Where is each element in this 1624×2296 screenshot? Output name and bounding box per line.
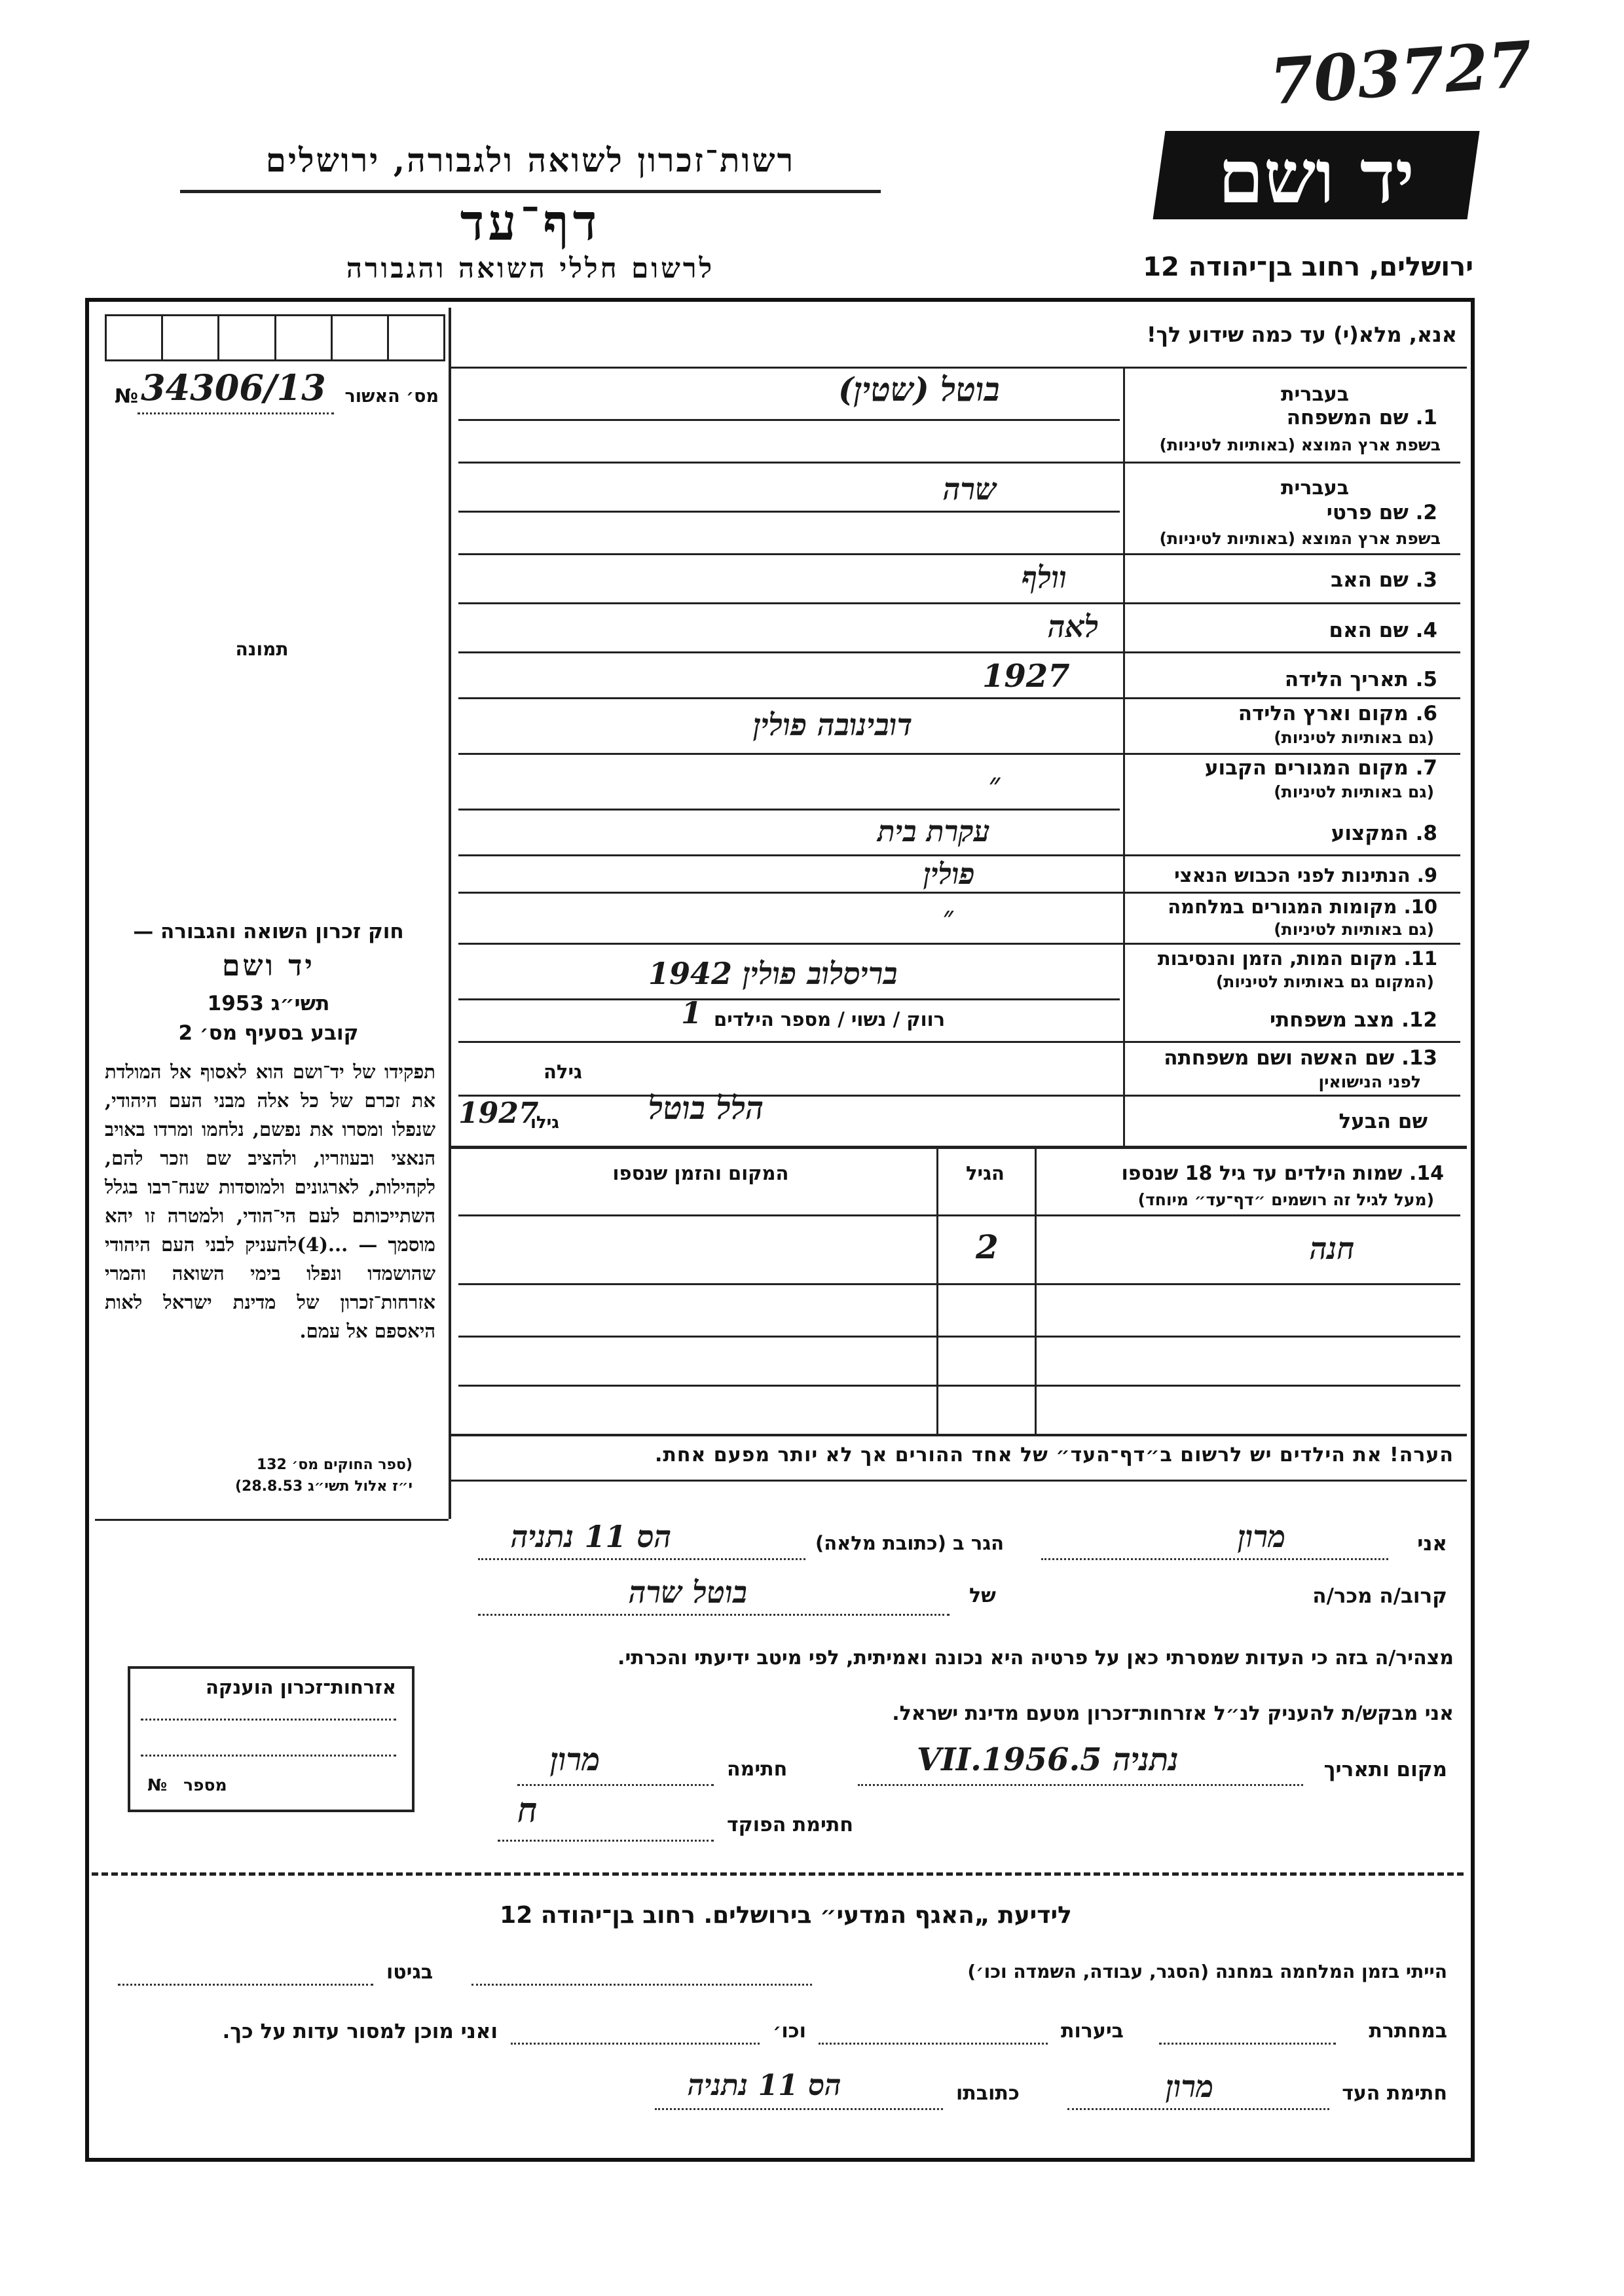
field-6-label xyxy=(1238,702,1437,725)
field-2-value: שרה xyxy=(943,471,997,507)
approval-underline xyxy=(138,412,334,414)
footer-heading: לידיעת „האגף המדעי״ בירושלים. רחוב בן־יהודה 12 xyxy=(500,1902,1072,1929)
field-7-line-a xyxy=(458,809,1120,811)
law-source-1: (ספר החוקים מס׳ 132 xyxy=(256,1457,413,1473)
children-row-1-line xyxy=(458,1283,1460,1285)
field-11-text: מקום המות, הזמן והנסיבות xyxy=(1157,947,1397,970)
declarant-address-line xyxy=(478,1558,805,1560)
note-line xyxy=(449,1480,1467,1482)
footer-line2-d: ואני מוכן למסור עדות על כך. xyxy=(222,2020,498,2043)
field-13-sub: לפני הנישואין xyxy=(1318,1072,1421,1091)
field-3-text: שם האב xyxy=(1331,568,1409,592)
field-3-value: וולף xyxy=(1022,560,1067,595)
field-12-text: מצב משפחתי xyxy=(1269,1008,1395,1032)
footer-line2-fill-b xyxy=(819,2043,1048,2045)
children-header-line xyxy=(458,1214,1460,1216)
authority-title: רשות־זכרון לשואה ולגבורה, ירושלים xyxy=(265,141,796,179)
field-2-line-b xyxy=(458,553,1460,555)
field-13-line xyxy=(458,1095,1460,1097)
footer-line2-c: וכו׳ xyxy=(773,2020,806,2043)
approval-number: 34306/13 xyxy=(141,367,326,409)
field-3-line xyxy=(458,602,1460,604)
field-9-value: פולין xyxy=(923,858,975,891)
field-8-num: 8. xyxy=(1415,822,1437,845)
footer-line2-fill-a xyxy=(1159,2043,1336,2045)
husband-line xyxy=(449,1146,1467,1149)
field-2-line-a xyxy=(458,511,1120,513)
footer-line3-sig-line xyxy=(1067,2108,1329,2110)
law-title: חוק זכרון השואה והגבורה — xyxy=(133,920,404,943)
place-date-value: נתניה 5.VII.1956 xyxy=(917,1741,1179,1778)
law-year: תשי״ג 1953 xyxy=(207,992,330,1015)
field-6-value: דובינובה פולין xyxy=(753,707,913,742)
field-10-label xyxy=(1168,896,1437,918)
field-1-label xyxy=(1287,406,1437,429)
children-row-2-line xyxy=(458,1336,1460,1338)
approval-label: מס׳ האשור xyxy=(344,386,439,407)
declarant-resides-label: הגר ב (כתובת מלאה) xyxy=(815,1532,1005,1554)
field-6-text: מקום וארץ הלידה xyxy=(1238,702,1409,725)
law-source-2: י״ז אלול תשי״ג 28.8.53) xyxy=(234,1478,413,1495)
field-4-text: שם האם xyxy=(1329,619,1409,642)
field-2-label xyxy=(1327,501,1437,524)
field-13-age-label: גילה xyxy=(544,1061,582,1083)
form-subtitle: לרשום חללי השואה והגבורה xyxy=(346,252,715,284)
law-body: תפקידו של יד־ושם הוא לאסוף אל המולדת את זכרם של כל אלה מבני העם היהודי, שנפלו ומסרו את נפשם, נלחמו ומרדו באויב הנאצי ובעוזריו, ולהציב שם וזכר להם, לקהילות, לארגונים ולמוסדות שנח־רבו בגלל השתייכותם לעם הי־הודי, ולמטרה זו יהא מוסמך — ...(4)להעניק לבני העם היהודי שהושמדו ונפלו בימי השואה והמרי אזרחות־זכרון של מדינת ישראל לאות היאספם אל עמם. xyxy=(105,1061,435,1342)
footer-line3-address-line xyxy=(655,2108,943,2110)
footer-line3-address: הס 11 נתניה xyxy=(688,2069,841,2102)
field-2-text: שם פרטי xyxy=(1326,501,1409,524)
citizenship-line-1 xyxy=(141,1719,396,1721)
field-12-children: 1 xyxy=(681,995,703,1030)
children-col-age: הגיל xyxy=(966,1162,1005,1184)
field-1-text: שם המשפחה xyxy=(1286,406,1409,429)
approval-prefix: № xyxy=(115,385,139,408)
footer-line1-tail xyxy=(118,1984,373,1986)
field-11-line-b xyxy=(458,1041,1460,1043)
field-8-text: המקצוע xyxy=(1331,822,1409,845)
field-10-num: 10. xyxy=(1403,896,1437,918)
archive-number: 703727 xyxy=(1267,27,1535,119)
field-3-label xyxy=(1331,568,1437,592)
law-section: קובע בסעיף מס׳ 2 xyxy=(178,1021,359,1045)
field-9-num: 9. xyxy=(1416,864,1437,886)
husband-age-label: גילו xyxy=(530,1113,559,1133)
children-table-bottom xyxy=(449,1434,1467,1436)
field-2-num: 2. xyxy=(1415,501,1437,524)
field-10-line xyxy=(458,943,1460,945)
relation-label: קרוב/ה מכר/ה xyxy=(1312,1584,1447,1608)
field-7-line-b xyxy=(458,854,1460,856)
declarant-name: מרון xyxy=(1238,1519,1286,1554)
instruction: אנא, מלא(י) עד כמה שידוע לך! xyxy=(1146,322,1457,347)
field-4-num: 4. xyxy=(1415,619,1437,642)
place-date-line xyxy=(858,1784,1303,1786)
field-5-text: תאריך הלידה xyxy=(1284,668,1409,691)
footer-line1-end: בגיטו xyxy=(386,1961,434,1984)
field-6-line xyxy=(458,753,1460,755)
field-2-sub: בשפת ארץ המוצא (באותיות לטיניות) xyxy=(1159,529,1441,548)
field-4-line xyxy=(458,651,1460,653)
label-column-divider xyxy=(1123,367,1125,1146)
officer-signature: ח xyxy=(517,1791,538,1831)
children-col-place: המקום והזמן שנספו xyxy=(612,1162,789,1184)
field-10-text: מקומות המגורים במלחמה xyxy=(1168,896,1397,918)
law-name: יד ושם xyxy=(222,949,315,983)
child-1-name: חנה xyxy=(1310,1231,1355,1266)
header-address: ירושלים, רחוב בן־יהודה 12 xyxy=(1143,252,1473,282)
field-3-num: 3. xyxy=(1415,568,1437,592)
field-6-sub: (גם באותיות לטיניות) xyxy=(1274,728,1434,747)
field-11-value: בריסלוב פולין 1942 xyxy=(648,956,898,991)
footer-line2-a: במחתרת xyxy=(1369,2020,1447,2043)
logo-text: יד ושם xyxy=(1217,134,1415,220)
signature-line xyxy=(517,1784,714,1786)
field-8-value: עקרת בית xyxy=(877,815,990,848)
child-1-age: 2 xyxy=(976,1228,999,1266)
footer-line1-fill xyxy=(471,1984,812,1986)
field-13-text: שם האשה ושם משפחתה xyxy=(1164,1046,1395,1070)
field-1-line-b xyxy=(458,462,1460,464)
field-1-sub: בשפת ארץ המוצא (באותיות לטיניות) xyxy=(1159,435,1441,454)
officer-label: חתימת הפוקד xyxy=(727,1813,853,1836)
children-sub: (מעל לגיל זה רושמים ״דף־עד״ מיוחד) xyxy=(1137,1190,1434,1209)
field-2-side: בעברית xyxy=(1281,477,1349,500)
footer-line1-start: הייתי בזמן המלחמה במחנה (הסגר, עבודה, השמדה וכו׳) xyxy=(967,1961,1447,1982)
citizenship-title: אזרחות־זכרון הוענקה xyxy=(205,1676,396,1698)
field-5-value: 1927 xyxy=(982,658,1070,695)
field-6-num: 6. xyxy=(1415,702,1437,725)
children-col-divider-1 xyxy=(936,1146,938,1434)
left-column-bottom xyxy=(95,1519,449,1521)
note: הערה! את הילדים יש לרשום ב״דף־העד״ של אחד ההורים אך לא יותר מפעם אחת. xyxy=(655,1444,1454,1467)
field-7-text: מקום המגורים הקבוע xyxy=(1204,756,1409,780)
field-5-label xyxy=(1285,668,1437,691)
footer-line3-label: חתימת העד xyxy=(1342,2082,1447,2105)
field-12-options: רווק / נשוי / מספר הילדים xyxy=(714,1008,946,1030)
footer-line2-b: ביערות xyxy=(1061,2020,1124,2043)
signature-value: מרון xyxy=(550,1741,600,1778)
declarant-address: הס 11 נתניה xyxy=(511,1519,672,1554)
field-7-label xyxy=(1205,756,1437,780)
field-11-label xyxy=(1158,947,1437,970)
field-4-label xyxy=(1329,619,1438,642)
field-1-value: בוטל (שטין) xyxy=(838,370,1000,409)
footer-divider xyxy=(92,1872,1464,1876)
field-12-label xyxy=(1270,1008,1437,1032)
field-11-num: 11. xyxy=(1403,947,1437,970)
husband-label: שם הבעל xyxy=(1338,1110,1428,1133)
field-7-num: 7. xyxy=(1415,756,1437,780)
signature-label: חתימה xyxy=(727,1758,788,1781)
field-9-text: הנתינות לפני הכבוש הנאצי xyxy=(1174,864,1411,886)
field-11-line-a xyxy=(458,998,1120,1000)
declaration-text: מצהיר/ה בזה כי העדות שמסרתי כאן על פרטיה היא נכונה ואמיתית, לפי מיטב ידיעתי והכרתי. xyxy=(618,1647,1454,1669)
field-5-num: 5. xyxy=(1415,668,1437,691)
children-col-divider-2 xyxy=(1035,1146,1037,1434)
husband-value: הלל בוטל xyxy=(648,1090,764,1127)
field-1-num: 1. xyxy=(1415,406,1437,429)
husband-age: 1927 xyxy=(458,1097,539,1130)
instruction-divider xyxy=(449,367,1467,369)
photo-label: תמונה xyxy=(235,638,289,660)
field-9-line xyxy=(458,892,1460,894)
request-text: אני מבקש/ת להעניק לנ״ל אזרחות־זכרון מטעם מדינת ישראל. xyxy=(892,1702,1454,1725)
children-label: 14. שמות הילדים עד גיל 18 שנספו xyxy=(1121,1162,1444,1185)
field-10-value: ״ xyxy=(943,900,953,932)
field-4-value: לאה xyxy=(1048,609,1099,644)
officer-line xyxy=(498,1840,714,1842)
citizenship-line-2 xyxy=(141,1755,396,1757)
footer-line2-fill-c xyxy=(511,2043,760,2045)
field-13-num: 13. xyxy=(1401,1046,1437,1070)
footer-line3-address-label: כתובתו xyxy=(956,2082,1020,2105)
of-value: בוטל שרה xyxy=(629,1575,747,1610)
children-row-3-line xyxy=(458,1385,1460,1387)
field-12-num: 12. xyxy=(1401,1008,1437,1032)
of-line xyxy=(478,1614,950,1616)
field-10-sub: (גם באותיות לטיניות) xyxy=(1274,920,1434,939)
footer-line3-signature: מרון xyxy=(1166,2069,1214,2104)
place-date-label: מקום ותאריך xyxy=(1323,1758,1447,1781)
field-8-label xyxy=(1331,822,1437,845)
field-1-side: בעברית xyxy=(1281,383,1349,406)
declarant-name-line xyxy=(1041,1558,1388,1560)
citizenship-number-prefix: № xyxy=(147,1776,168,1795)
field-11-sub: (המקום גם באותיות לטיניות) xyxy=(1215,972,1434,991)
of-label: של xyxy=(969,1584,996,1607)
field-7-sub: (גם באותיות לטיניות) xyxy=(1274,782,1434,801)
citizenship-number-label: מספר xyxy=(183,1776,227,1795)
field-5-line xyxy=(458,697,1460,699)
field-13-label xyxy=(1164,1046,1437,1070)
declarant-i-label: אני xyxy=(1417,1532,1447,1556)
field-9-label xyxy=(1174,864,1437,886)
form-title: דף־עד xyxy=(460,193,601,251)
field-1-line-a xyxy=(458,419,1120,421)
field-7-value: ״ xyxy=(989,766,1001,801)
